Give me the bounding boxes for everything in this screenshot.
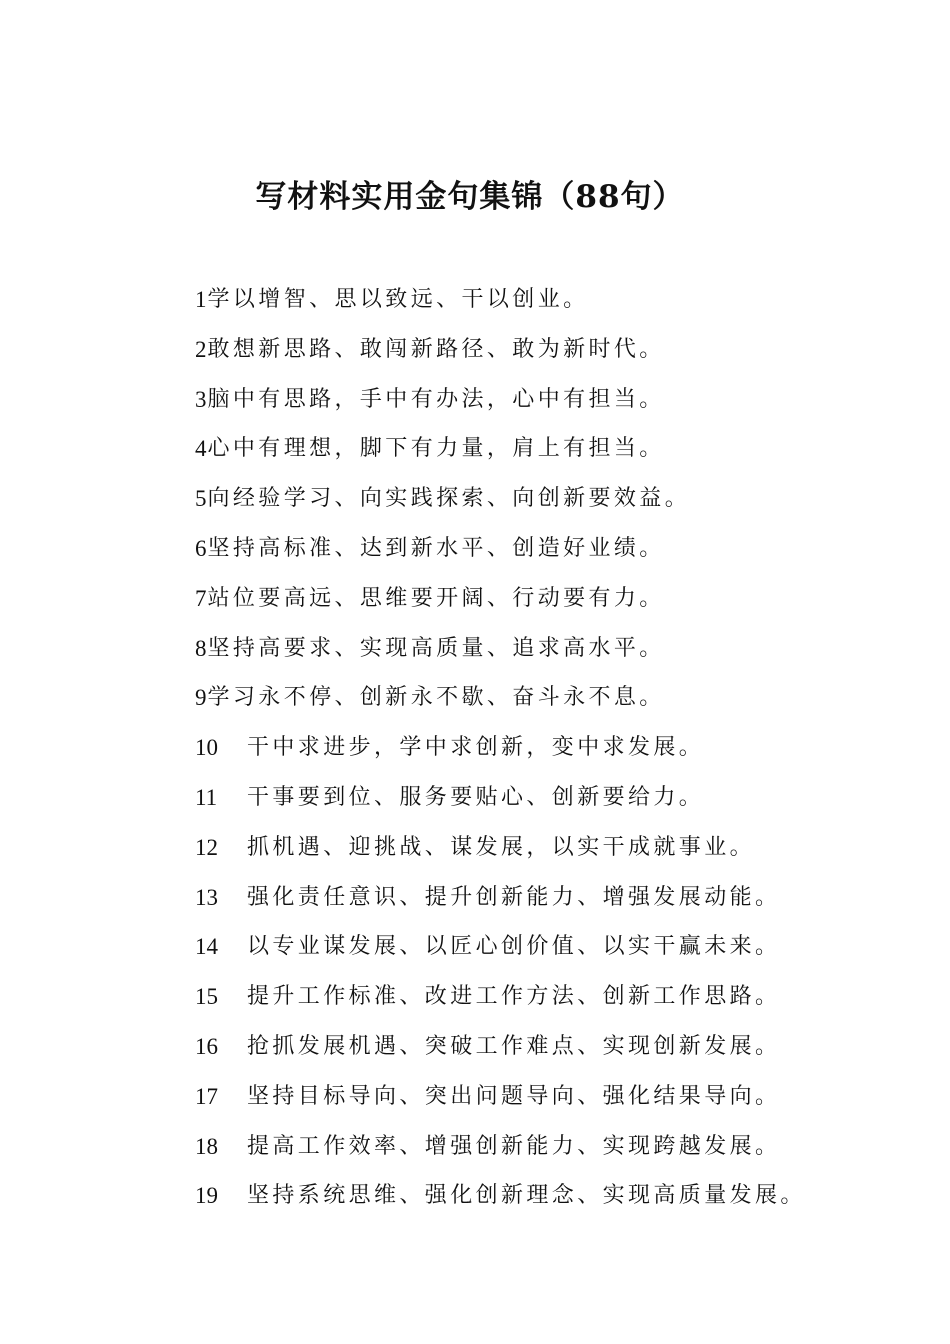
- item-text: 抓机遇、迎挑战、谋发展，以实干成就事业。: [247, 834, 756, 860]
- document-title: 写材料实用金句集锦（88句）: [255, 179, 685, 215]
- item-text: 站位要高远、思维要开阔、行动要有力。: [207, 585, 665, 611]
- item-text: 抢抓发展机遇、突破工作难点、实现创新发展。: [247, 1033, 781, 1059]
- item-number: 17: [195, 1083, 218, 1109]
- item-number: 7: [195, 585, 207, 611]
- item-text: 干中求进步，学中求创新，变中求发展。: [247, 735, 705, 761]
- list-item: [195, 479, 915, 529]
- item-number: 16: [195, 1033, 218, 1059]
- item-text: 干事要到位、服务要贴心、创新要给力。: [247, 784, 705, 810]
- item-number: 12: [195, 834, 218, 860]
- list-item: [195, 280, 915, 330]
- item-text: 坚持高要求、实现高质量、追求高水平。: [207, 635, 665, 661]
- list-item: [195, 927, 915, 977]
- item-text: 学以增智、思以致远、干以创业。: [207, 287, 589, 312]
- item-number: 19: [195, 1183, 218, 1209]
- item-text: 以专业谋发展、以匠心创价值、以实干赢未来。: [247, 934, 781, 960]
- list-item: [195, 330, 915, 380]
- list-item: [195, 678, 915, 728]
- list-item: [195, 629, 915, 679]
- item-number: 10: [195, 735, 218, 761]
- list-item: [195, 1027, 915, 1077]
- item-text: 提升工作标准、改进工作方法、创新工作思路。: [247, 984, 781, 1010]
- item-text: 坚持高标准、达到新水平、创造好业绩。: [207, 535, 665, 561]
- item-number: 11: [195, 784, 218, 810]
- list-item: [195, 529, 915, 579]
- list-item: [195, 828, 915, 878]
- list-item: [195, 878, 915, 928]
- item-number: 18: [195, 1133, 218, 1159]
- item-text: 强化责任意识、提升创新能力、增强发展动能。: [247, 884, 781, 910]
- list-item: [195, 728, 915, 778]
- item-number: 14: [195, 934, 218, 960]
- item-number: 2: [195, 336, 207, 362]
- item-text: 坚持系统思维、强化创新理念、实现高质量发展。: [247, 1183, 806, 1209]
- item-number: 5: [195, 486, 207, 512]
- list-item: [195, 579, 915, 629]
- list-item: [195, 1176, 915, 1226]
- item-number: 3: [195, 386, 207, 412]
- item-text: 提高工作效率、增强创新能力、实现跨越发展。: [247, 1133, 781, 1159]
- item-text: 脑中有思路，手中有办法，心中有担当。: [207, 386, 665, 412]
- item-number: 9: [195, 685, 207, 711]
- item-number: 6: [195, 535, 207, 561]
- list-item: [195, 429, 915, 479]
- item-text: 敢想新思路、敢闯新路径、敢为新时代。: [207, 336, 665, 362]
- quote-list: [195, 280, 915, 1226]
- list-item: [195, 778, 915, 828]
- item-text: 心中有理想，脚下有力量，肩上有担当。: [207, 436, 665, 462]
- item-number: 4: [195, 436, 207, 462]
- item-text: 坚持目标导向、突出问题导向、强化结果导向。: [247, 1083, 781, 1109]
- item-number: 15: [195, 984, 218, 1010]
- list-item: [195, 380, 915, 430]
- list-item: [195, 1077, 915, 1127]
- list-item: [195, 1127, 915, 1177]
- item-number: 13: [195, 884, 218, 910]
- item-text: 向经验学习、向实践探索、向创新要效益。: [207, 486, 691, 512]
- list-item: [195, 977, 915, 1027]
- item-number: 8: [195, 635, 207, 661]
- item-text: 学习永不停、创新永不歇、奋斗永不息。: [207, 685, 665, 711]
- item-number: 1: [195, 287, 207, 312]
